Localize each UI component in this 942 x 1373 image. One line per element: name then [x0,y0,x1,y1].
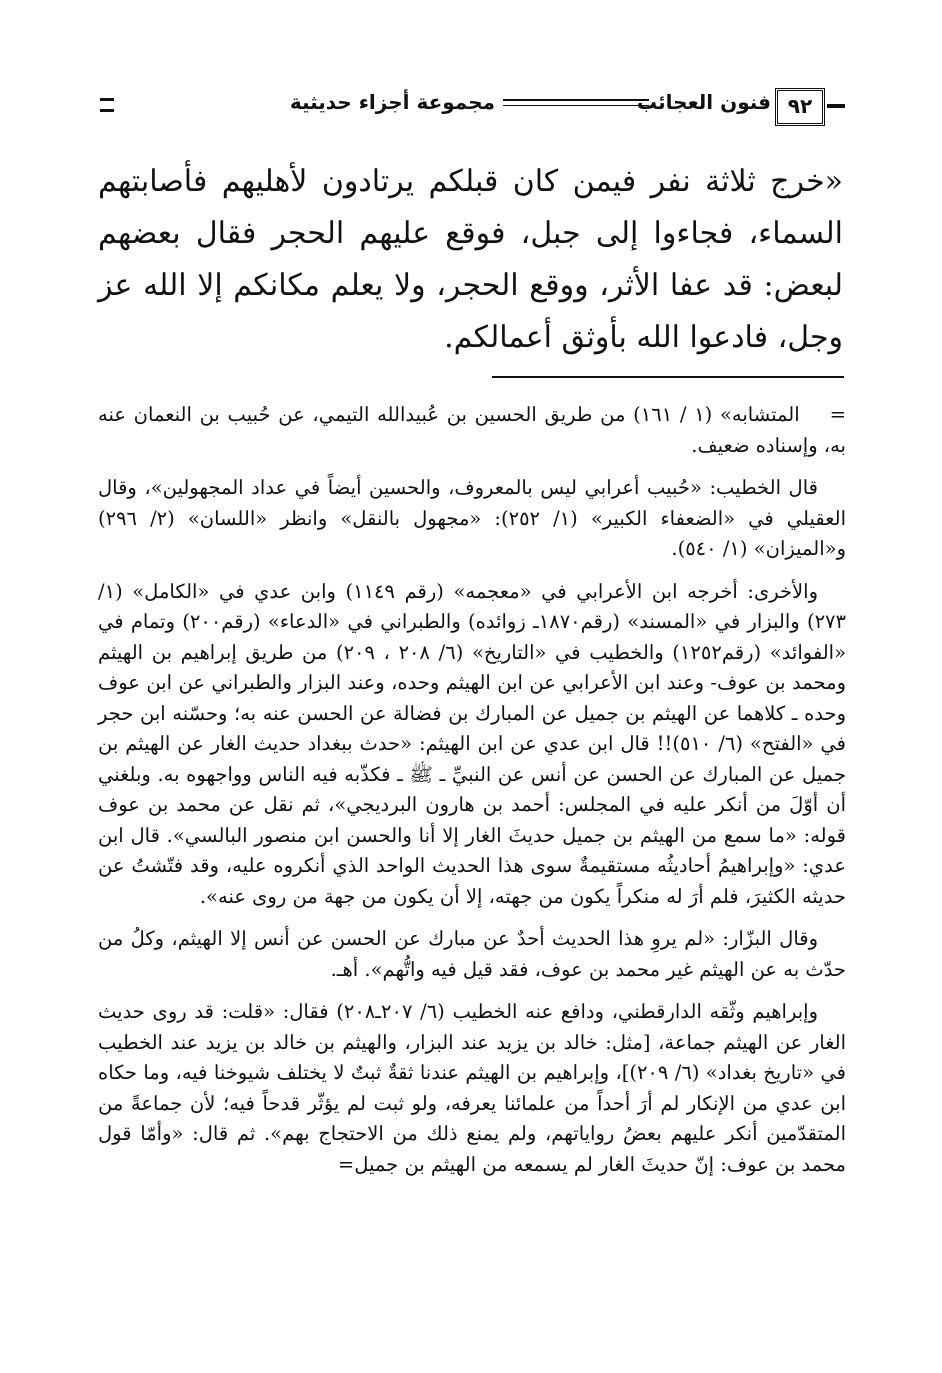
hadith-text: «خرج ثلاثة نفر فيمن كان قبلكم يرتادون لأهليهم فأصابتهم السماء، فجاءوا إلى جبل، فوقع عليهم الحجر فقال بعضهم لبعض: قد عفا الأثر، ووقع الحجر، ولا يعلم مكانكم إلا الله عز وجل، فادعوا الله بأوثق أعمالكم. [98,164,843,355]
running-header [100,88,845,124]
footnote-paragraph: وقال البزّار: «لم يروِ هذا الحديث أحدٌ عن مبارك عن الحسن عن أنس إلا الهيثم، وكلُ من حدّث به عن الهيثم غير محمد بن عوف، فقد قيل فيه واتُّهم». أهـ. [98,927,846,981]
footnote-separator [492,376,844,378]
footnote-paragraph: قال الخطيب: «حُبيب أعرابي ليس بالمعروف، والحسين أيضاً في عداد المجهولين»، وقال العقيلي في «الضعفاء الكبير» (١/ ٢٥٢): «مجهول بالنقل» وانظر «اللسان» (٢/ ٢٩٦) و«الميزان» (١/ ٥٤٠). [98,476,846,560]
collection-title: مجموعة أجزاء حديثية [289,90,495,114]
footnote-continuation [98,400,846,461]
footnotes [98,400,846,1192]
book-title: فنون العجائب [636,90,771,114]
continuation-mark: = [829,403,846,426]
footnote-continuation-text: المتشابه» (١ / ١٦١) من طريق الحسين بن عُبيدالله التيمي، عن حُبيب بن النعمان عنه به، وإسناده ضعيف. [98,403,846,457]
footnote-paragraph: والأخرى: أخرجه ابن الأعرابي في «معجمه» (رقم ١١٤٩) وابن عدي في «الكامل» (١/ ٢٧٣) والبزار في «المسند» (رقم١٨٧٠ـ زوائده) والطبراني في «الدعاء» (رقم٢٠٠) وتمام في «الفوائد» (رقم١٢٥٢) والخطيب في «التاريخ» (٦/ ٢٠٨ ، ٢٠٩) من طريق إبراهيم بن الهيثم ومحمد بن عوف- وعند ابن الأعرابي عن ابن الهيثم وحده، وعند البزار والطبراني عن ابن عوف وحده ـ كلاهما عن الهيثم بن جميل عن المبارك بن فضالة عن الحسن عنه به؛ وحسّنه ابن حجر في «الفتح» (٦/ ٥١٠)!! قال ابن عدي عن ابن الهيثم: «حدث ببغداد حديث الغار عن الهيثم بن جميل عن المبارك عن الحسن عن أنس عن النبيِّ ـ ﷺ ـ فكذّبه فيه الناس وواجهوه به. وبلغني أن أوّلَ من أنكر عليه في المجلس: أحمد بن هارون البرديجي»، ثم نقل عن محمد بن عوف قوله: «ما سمع من الهيثم بن جميل حديثَ الغار إلا أنا والحسن ابن منصور البالسي». قال ابن عدي: «وإبراهيمُ أحاديثُه مستقيمةٌ سوى هذا الحديث الواحد الذي أنكروه عليه، وقد فتّشتُ عن حديثه الكثيرَ، فلم أرَ له منكراً يكون من جهته، إلا أن يكون من جهة من روى عنه». [98,579,847,908]
page-number: ٩٢ [775,88,825,126]
hadith-text-block [98,156,843,364]
header-rule-middle [503,99,649,106]
header-end-mark [100,98,114,112]
header-rule-right [827,104,845,108]
footnote-paragraph: وإبراهيم وثّقه الدارقطني، ودافع عنه الخطيب (٦/ ٢٠٧ـ٢٠٨) فقال: «قلت: قد روى حديث الغار عن الهيثم جماعة، [مثل: خالد بن يزيد عند البزار، والهيثم بن خالد بن يزيد عند الخطيب في «تاريخ بغداد» (٦/ ٢٠٩)]، وإبراهيم بن الهيثم عندنا ثقةٌ ثبتٌ لا يختلف شيوخنا فيه، وما حكاه ابن عدي من الإنكار لم أرَ أحداً من علمائنا يعرفه، ولو ثبت لم يؤثّر قدحاً فيه؛ لأن جماعةً من المتقدّمين أنكر عليهم بعضُ رواياتهم، ولم يمنع ذلك من الاحتجاج بهم». ثم قال: «وأمّا قول محمد بن عوف: إنّ حديثَ الغار لم يسمعه من الهيثم بن جميل= [98,1000,846,1176]
